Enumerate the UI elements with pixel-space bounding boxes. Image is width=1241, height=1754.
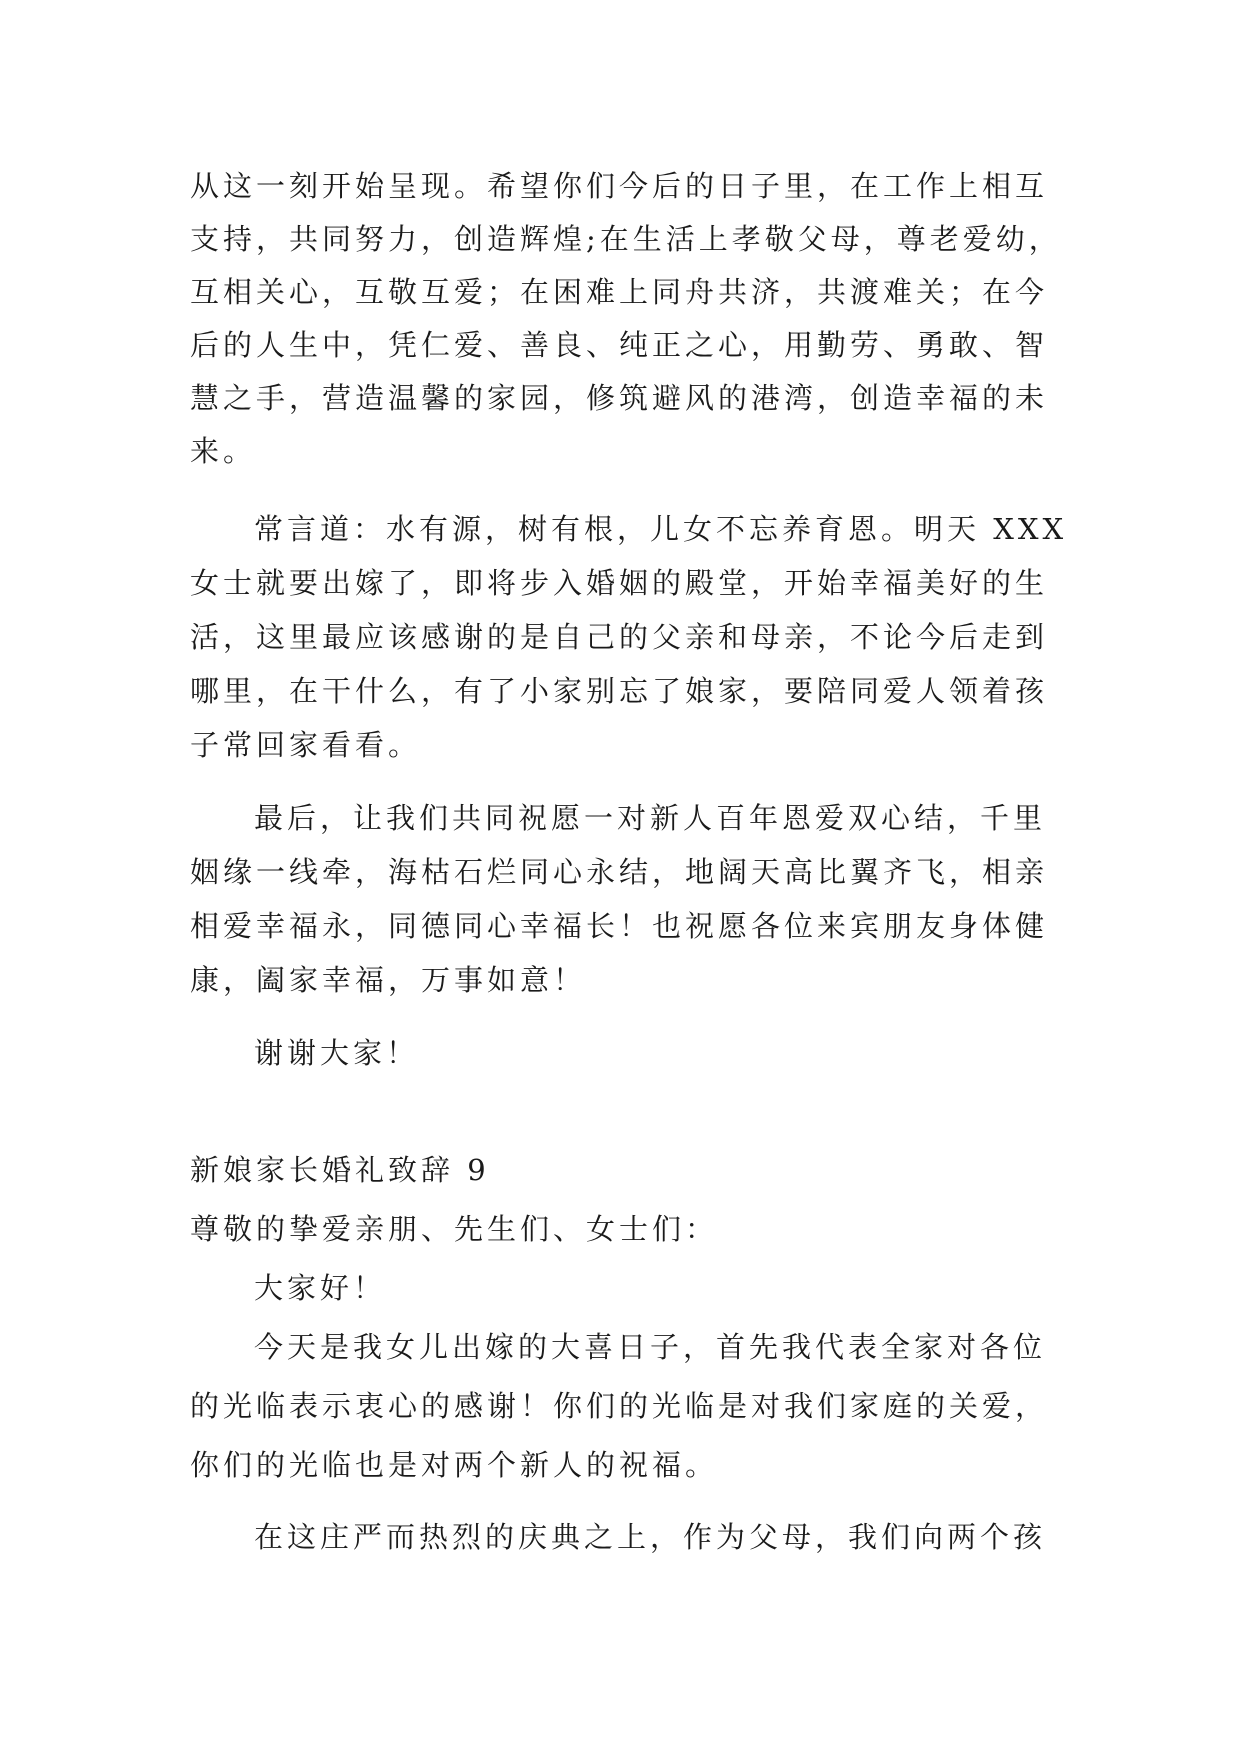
- closing-line: 谢谢大家！: [254, 1036, 420, 1070]
- text-line: 从这一刻开始呈现。希望你们今后的日子里，在工作上相互: [190, 169, 1049, 203]
- text-line: 姻缘一线牵，海枯石烂同心永结，地阔天高比翼齐飞，相亲: [190, 855, 1049, 889]
- text-line: 互相关心，互敬互爱；在困难上同舟共济，共渡难关；在今: [190, 275, 1049, 309]
- salutation: 尊敬的挚爱亲朋、先生们、女士们：: [190, 1212, 719, 1246]
- text-line: 女士就要出嫁了，即将步入婚姻的殿堂，开始幸福美好的生: [190, 566, 1049, 600]
- paragraph-first-line: 在这庄严而热烈的庆典之上，作为父母，我们向两个孩: [254, 1520, 1047, 1554]
- text-line: 来。: [190, 434, 257, 468]
- paragraph-first-line: 常言道：水有源，树有根，儿女不忘养育恩。明天 XXX: [254, 512, 1068, 546]
- text-line: 的光临表示衷心的感谢！你们的光临是对我们家庭的关爱，: [190, 1389, 1049, 1423]
- text-line: 慧之手，营造温馨的家园，修筑避风的港湾，创造幸福的未: [190, 381, 1049, 415]
- text-line: 相爱幸福永，同德同心幸福长！也祝愿各位来宾朋友身体健: [190, 909, 1049, 943]
- greeting: 大家好！: [254, 1271, 387, 1305]
- text-line: 支持，共同努力，创造辉煌;在生活上孝敬父母，尊老爱幼，: [190, 222, 1062, 256]
- text-line: 子常回家看看。: [190, 728, 422, 762]
- paragraph-first-line: 今天是我女儿出嫁的大喜日子，首先我代表全家对各位: [254, 1330, 1047, 1364]
- section-heading: 新娘家长婚礼致辞 9: [190, 1153, 490, 1187]
- text-line: 康，阖家幸福，万事如意！: [190, 963, 587, 997]
- text-line: 你们的光临也是对两个新人的祝福。: [190, 1448, 719, 1482]
- text-line: 哪里，在干什么，有了小家别忘了娘家，要陪同爱人领着孩: [190, 674, 1049, 708]
- text-line: 活，这里最应该感谢的是自己的父亲和母亲，不论今后走到: [190, 620, 1049, 654]
- text-line: 后的人生中，凭仁爱、善良、纯正之心，用勤劳、勇敢、智: [190, 328, 1049, 362]
- paragraph-first-line: 最后，让我们共同祝愿一对新人百年恩爱双心结，千里: [254, 801, 1047, 835]
